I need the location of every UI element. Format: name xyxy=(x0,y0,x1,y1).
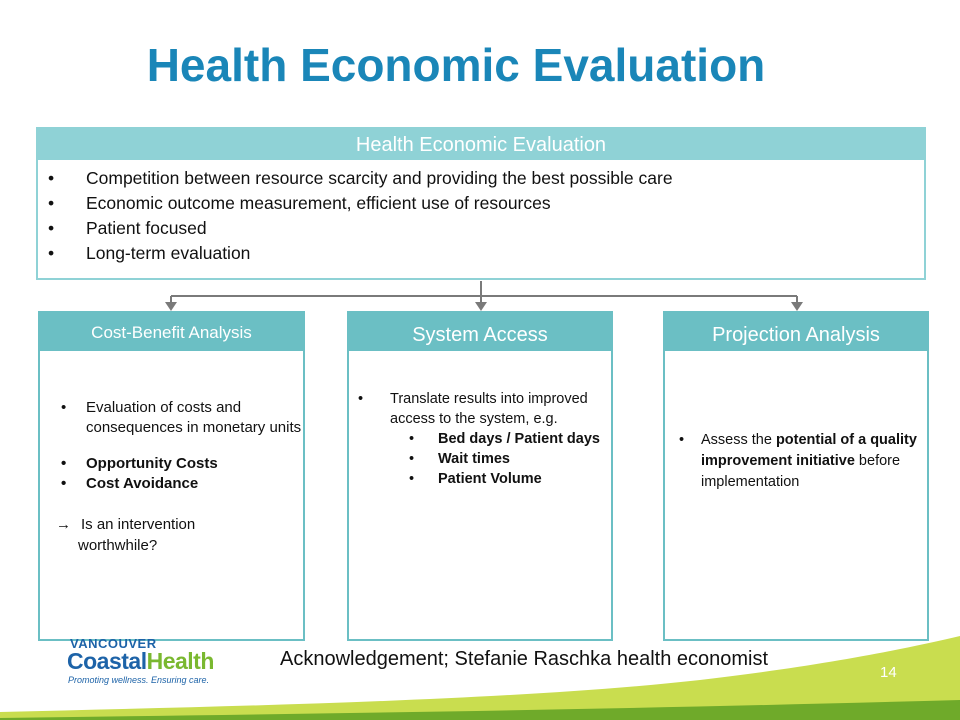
arrow-right-icon: → xyxy=(56,516,71,533)
connector-arrows xyxy=(0,0,960,320)
list-item: • Economic outcome measurement, efficient use of resources xyxy=(48,191,924,216)
projection-header: Projection Analysis xyxy=(665,313,927,351)
acknowledgement: Acknowledgement; Stefanie Raschka health economist xyxy=(280,648,769,670)
logo-line2: CoastalHealth xyxy=(67,648,214,674)
list-item: • Patient focused xyxy=(48,216,924,241)
cost-benefit-body xyxy=(40,351,303,556)
conclusion-text: Is an intervention xyxy=(81,516,196,533)
cost-benefit-box xyxy=(38,311,305,641)
projection-analysis-box xyxy=(663,311,929,641)
list-item: • Evaluation of costs and consequences in monetary units xyxy=(40,398,303,438)
logo-line1: VANCOUVER xyxy=(70,636,157,651)
cost-benefit-header: Cost-Benefit Analysis xyxy=(40,313,303,351)
projection-body xyxy=(665,351,927,493)
logo-tagline: Promoting wellness. Ensuring care. xyxy=(68,675,210,685)
sub-list-item: • Patient Volume xyxy=(349,469,611,489)
sub-list-item: • Wait times xyxy=(349,449,611,469)
system-access-header: System Access xyxy=(349,313,611,351)
list-item: • Assess the potential of a quality improvement initiative before implementation xyxy=(665,430,927,493)
sub-list-item: • Bed days / Patient days xyxy=(349,429,611,449)
system-access-box xyxy=(347,311,613,641)
list-item: • Cost Avoidance xyxy=(40,474,303,494)
vch-logo xyxy=(64,636,239,686)
page-title: Health Economic Evaluation xyxy=(146,39,766,91)
conclusion-text-cont: worthwhile? xyxy=(78,537,158,554)
conclusion-line xyxy=(40,514,303,535)
page-number: 14 xyxy=(880,664,897,681)
top-box-header: Health Economic Evaluation xyxy=(38,129,924,160)
list-item: • Translate results into improved access to the system, e.g. xyxy=(349,389,611,429)
system-access-body xyxy=(349,351,611,489)
list-item: • Competition between resource scarcity and providing the best possible care xyxy=(48,166,924,191)
list-item: • Opportunity Costs xyxy=(40,454,303,474)
list-item: • Long-term evaluation xyxy=(48,241,924,266)
